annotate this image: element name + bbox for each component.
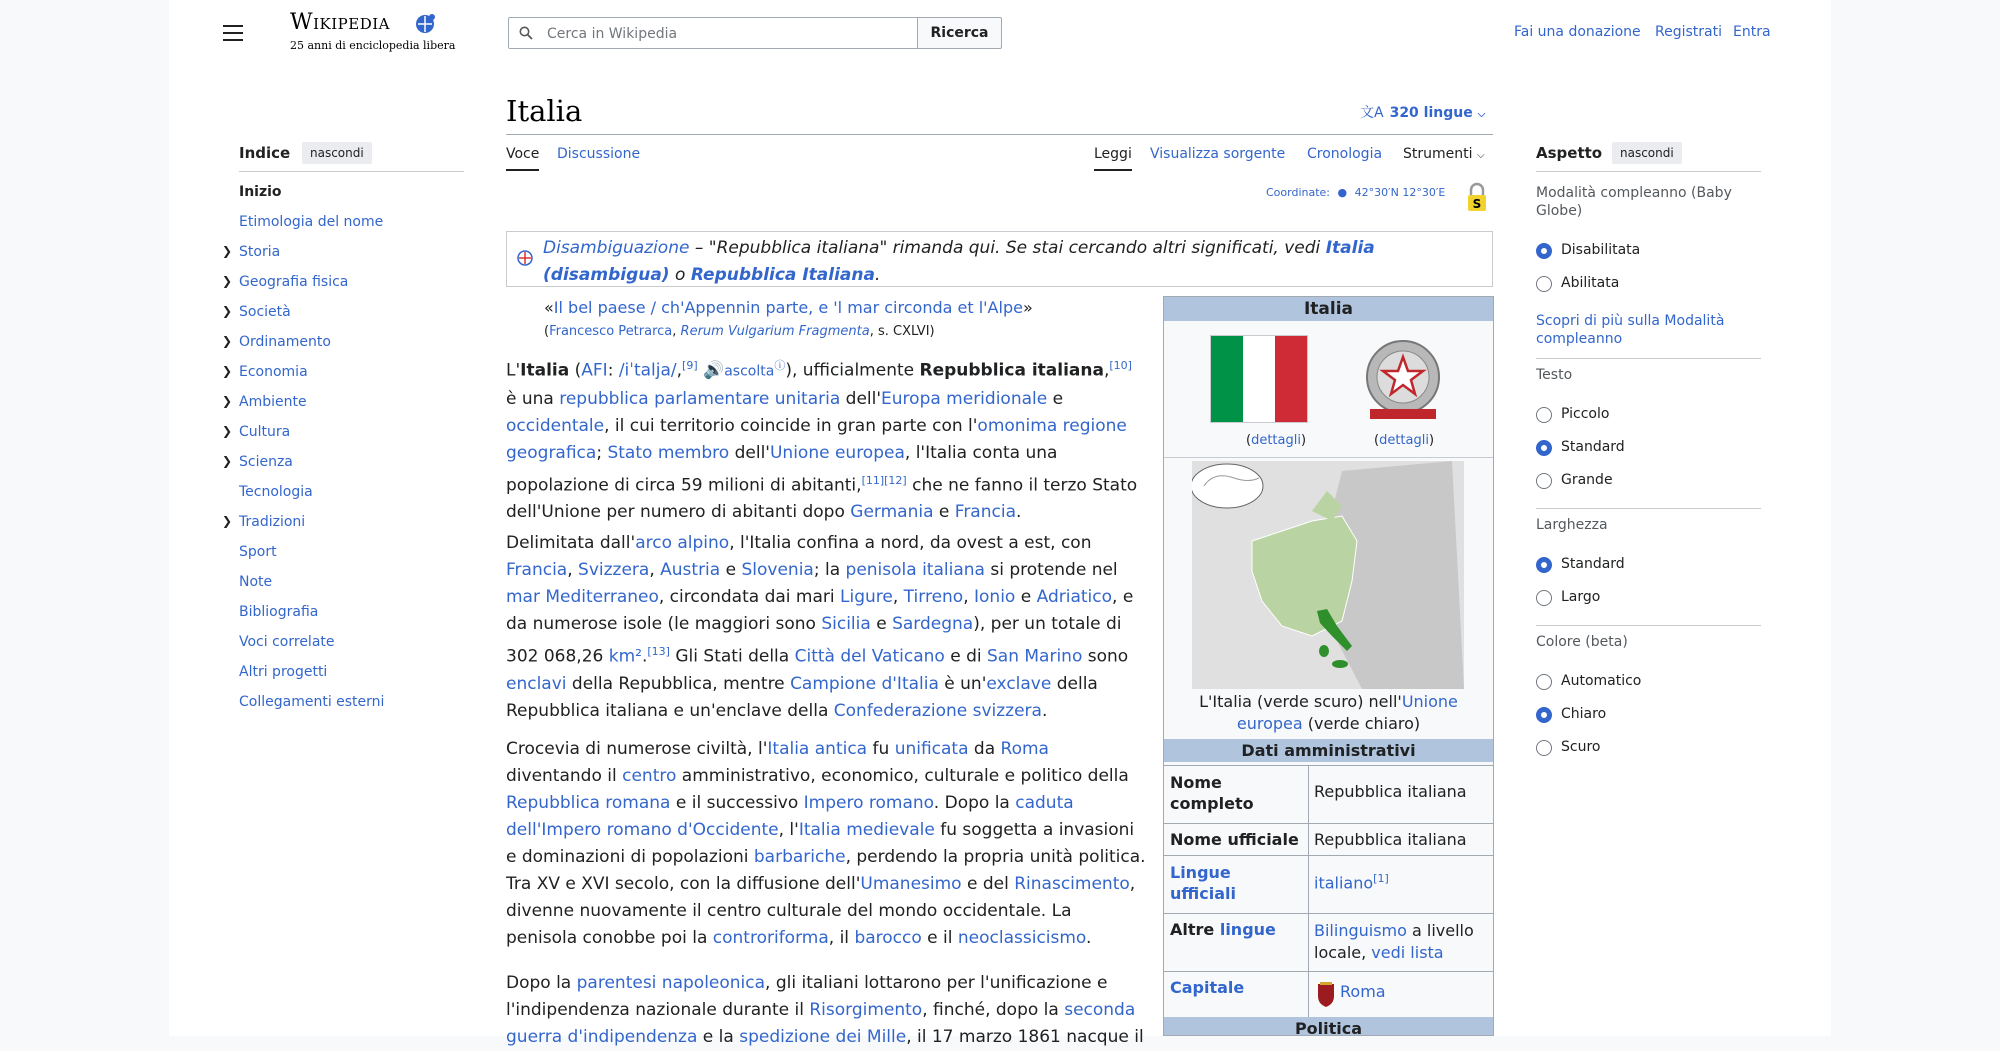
link[interactable]: parentesi napoleonica	[576, 973, 766, 993]
link[interactable]: Ionio	[974, 587, 1016, 607]
color-label: Colore (beta)	[1536, 634, 1628, 650]
link[interactable]: unificata	[894, 739, 969, 759]
radio-label: Disabilitata	[1561, 242, 1641, 258]
flag-details-link[interactable]: dettagli	[1251, 433, 1301, 448]
divider	[1536, 171, 1761, 172]
map-pin-icon: ●	[1337, 186, 1348, 199]
hatnote-end: .	[874, 265, 881, 285]
chevron-right-icon[interactable]: ❯	[222, 274, 233, 288]
speaker-icon[interactable]: 🔊	[703, 360, 725, 381]
link[interactable]: penisola italiana	[845, 560, 985, 580]
disambiguation-icon	[516, 249, 534, 267]
baby-globe-icon[interactable]	[412, 12, 438, 36]
src-open: (	[544, 324, 550, 339]
hatnote-or: o	[669, 265, 691, 285]
map-caption-1: L'Italia (verde scuro) nell'	[1199, 692, 1402, 711]
repubblica-italiana-link[interactable]: Repubblica Italiana	[690, 265, 875, 285]
chevron-right-icon[interactable]: ❯	[222, 454, 233, 468]
chevron-right-icon[interactable]: ❯	[222, 244, 233, 258]
text-size-label: Testo	[1536, 367, 1573, 383]
radio-label: Automatico	[1561, 673, 1642, 689]
toc-item-etimologia[interactable]: Etimologia del nome	[239, 214, 384, 230]
tab-discussion[interactable]: Discussione	[557, 146, 641, 162]
link[interactable]: Risorgimento	[809, 1000, 923, 1020]
link[interactable]: Rinascimento	[1014, 874, 1130, 894]
official-languages-link[interactable]: Lingue ufficiali	[1170, 863, 1236, 903]
radio-color-light[interactable]	[1536, 707, 1552, 723]
link[interactable]: ascolta	[724, 363, 775, 380]
row-value: Repubblica italiana	[1314, 782, 1467, 801]
toc-item-voci-correlate[interactable]: Voci correlate	[239, 634, 335, 650]
divider	[1164, 457, 1493, 458]
link[interactable]: km²	[608, 646, 642, 667]
link[interactable]: centro	[622, 766, 677, 786]
toc-title: Indice	[239, 144, 291, 162]
locator-map[interactable]	[1192, 461, 1464, 689]
coordinates[interactable]	[1266, 186, 1445, 199]
link[interactable]: AFI	[581, 360, 608, 381]
link[interactable]: exclave	[986, 673, 1052, 694]
link[interactable]: enclavi	[506, 673, 567, 694]
link[interactable]: barbariche	[753, 847, 846, 867]
radio-width-wide[interactable]	[1536, 590, 1552, 606]
link[interactable]: Sicilia	[821, 614, 871, 634]
rvf-link[interactable]: Rerum Vulgarium Fragmenta	[680, 324, 870, 339]
divider	[1536, 508, 1761, 509]
cap-open: (	[1374, 433, 1380, 448]
toc-item-tradizioni[interactable]: Tradizioni	[239, 514, 306, 530]
toc-item-sport[interactable]: Sport	[239, 544, 277, 560]
link[interactable]: Città del Vaticano	[794, 646, 945, 667]
toc-hide-button[interactable]: nascondi	[302, 142, 372, 164]
baby-globe-label: Modalità compleanno (Baby Globe)	[1536, 185, 1732, 219]
link[interactable]: /iˈtalja/	[618, 360, 677, 381]
tab-history[interactable]: Cronologia	[1307, 146, 1383, 162]
italian-link[interactable]: italiano	[1314, 873, 1374, 893]
divider	[1536, 625, 1761, 626]
radio-label: Chiaro	[1561, 706, 1607, 722]
map-caption	[1164, 691, 1493, 735]
radio-color-auto[interactable]	[1536, 674, 1552, 690]
link[interactable]: Sardegna	[892, 614, 974, 634]
link[interactable]: Campione d'Italia	[790, 673, 939, 694]
tab-article[interactable]	[506, 146, 539, 162]
chevron-right-icon[interactable]: ❯	[222, 514, 233, 528]
petrarca-link[interactable]: Francesco Petrarca	[549, 324, 673, 339]
radio-label: Largo	[1561, 589, 1601, 605]
tools-label: Strumenti	[1403, 146, 1473, 162]
radio-baby-disabled[interactable]	[1536, 243, 1552, 259]
toc-item-ambiente[interactable]: Ambiente	[239, 394, 307, 410]
rome-link[interactable]: Roma	[1340, 982, 1386, 1001]
capital-link[interactable]: Capitale	[1170, 978, 1245, 997]
link[interactable]: Slovenia	[741, 560, 814, 580]
divider	[1536, 358, 1761, 359]
link[interactable]: Unione europea	[769, 442, 905, 463]
row-label: Altre	[1170, 920, 1220, 939]
see-list-link[interactable]: vedi lista	[1371, 943, 1444, 962]
tools-menu[interactable]	[1403, 146, 1485, 162]
radio-label: Grande	[1561, 472, 1613, 488]
donate-link[interactable]: Fai una donazione	[1514, 24, 1641, 40]
paragraph-4: Dopo la parentesi napoleonica, gli italiani lottarono per l'unificazione e l'indipendenza nazionale durante il Risorgimento, finché, dopo la seconda guerra d'indipendenza e la spedizione dei Mille, il 17 marzo 1861 nacque il	[506, 973, 1144, 1047]
chevron-right-icon[interactable]: ❯	[222, 424, 233, 438]
search-box[interactable]	[508, 17, 918, 49]
link[interactable]: mar Mediterraneo	[506, 587, 659, 607]
semi-protection-lock-icon[interactable]	[1467, 182, 1487, 212]
appearance-hide-button[interactable]: nascondi	[1612, 142, 1682, 164]
register-link[interactable]: Registrati	[1655, 24, 1722, 40]
login-link[interactable]: Entra	[1733, 24, 1771, 40]
flag-caption	[1246, 433, 1306, 448]
tab-read-label: Leggi	[1094, 146, 1132, 171]
chevron-right-icon[interactable]: ❯	[222, 364, 233, 378]
paragraph-3: Crocevia di numerose civiltà, l'Italia antica fu unificata da Roma diventando il centro amministrativo, economico, culturale e politico della Repubblica romana e il successivo Impero romano. Dopo la caduta dell'Impero romano d'Occidente, l'Italia medievale fu soggetta a invasioni e dominazioni di popolazioni barbariche, perdendo la propria unità politica. Tra XV e XVI secolo, con la diffusione dell'Umanesimo e del Rinascimento, divenne nuovamente il centro culturale del mondo occidentale. La penisola conobbe poi la controriforma, il barocco e il neoclassicismo.	[506, 739, 1146, 948]
section-admin-data: Dati amministrativi	[1164, 739, 1493, 762]
row-other-languages	[1164, 913, 1493, 972]
quote-open: «	[544, 298, 554, 317]
paragraph-1: L'Italia (AFI: /iˈtalja/,[9] 🔊ascoltaⓘ), ufficialmente Repubblica italiana,[10] è una repubblica parlamentare unitaria dell'Europa meridionale e occidentale, il cui territorio coincide in gran parte con l'omonima regione geografica; Stato membro dell'Unione europea, l'Italia conta una popolazione di circa 59 milioni di abitanti,[11][12] che ne fanno il terzo Stato dell'Unione per numero di abitanti dopo Germania e Francia.	[506, 359, 1138, 523]
radio-label: Piccolo	[1561, 406, 1610, 422]
row-official-languages	[1164, 855, 1493, 914]
link[interactable]: Umanesimo	[860, 874, 962, 894]
row-full-name	[1164, 765, 1493, 824]
toc-item-bibliografia[interactable]: Bibliografia	[239, 604, 319, 620]
link[interactable]: controriforma	[712, 928, 829, 948]
bilingualism-link[interactable]: Bilinguismo	[1314, 921, 1407, 940]
flag-of-italy[interactable]	[1210, 335, 1308, 423]
link[interactable]: spedizione dei Mille	[739, 1027, 907, 1047]
radio-baby-enabled[interactable]	[1536, 276, 1552, 292]
toc-item-societa[interactable]: Società	[239, 304, 291, 320]
ref-sup[interactable]: [1]	[1373, 872, 1389, 885]
link[interactable]: repubblica parlamentare unitaria	[559, 388, 841, 409]
link[interactable]: Stato membro	[607, 442, 730, 463]
coordinates-value[interactable]: 42°30′N 12°30′E	[1354, 186, 1446, 199]
toc-item-economia[interactable]: Economia	[239, 364, 308, 380]
eu-link[interactable]: Unione europea	[1236, 692, 1458, 733]
toc-item-collegamenti[interactable]: Collegamenti esterni	[239, 694, 385, 710]
link[interactable]: Italia medievale	[798, 820, 935, 840]
emblem-of-italy[interactable]	[1360, 333, 1446, 425]
link[interactable]: omonima regione geografica	[506, 415, 1127, 463]
radio-label: Abilitata	[1561, 275, 1620, 291]
languages-link[interactable]: lingue	[1219, 920, 1276, 939]
row-value: a livello locale,	[1314, 921, 1474, 962]
coordinates-label: Coordinate:	[1266, 186, 1331, 199]
translate-icon: 文A	[1360, 105, 1384, 121]
link[interactable]: Austria	[660, 560, 721, 580]
search-button[interactable]: Ricerca	[917, 17, 1002, 49]
cap-close: )	[1428, 433, 1435, 448]
toc-item-inizio[interactable]: Inizio	[239, 184, 282, 200]
italia-disambigua-link-2[interactable]: (disambigua)	[543, 265, 670, 285]
infobox	[1163, 296, 1494, 1036]
link[interactable]: Impero romano	[803, 793, 934, 813]
link[interactable]: Francia	[954, 502, 1016, 523]
appearance-title: Aspetto	[1536, 144, 1603, 162]
cap-open: (	[1246, 433, 1252, 448]
row-capital	[1164, 971, 1493, 1018]
chevron-down-icon: ⌵	[1477, 109, 1486, 120]
row-label: Nome completo	[1170, 773, 1254, 813]
language-button[interactable]	[1360, 102, 1485, 122]
toc-item-tecnologia[interactable]: Tecnologia	[239, 484, 313, 500]
cap-close: )	[1300, 433, 1307, 448]
radio-text-small[interactable]	[1536, 407, 1552, 423]
radio-color-dark[interactable]	[1536, 740, 1552, 756]
epigraph	[544, 298, 1033, 317]
page-title: Italia	[506, 94, 583, 128]
disambiguation-hatnote	[506, 231, 1493, 287]
title-divider	[506, 134, 1493, 135]
tab-read[interactable]	[1094, 146, 1132, 162]
link[interactable]: Confederazione svizzera	[833, 700, 1042, 721]
toc-item-cultura[interactable]: Cultura	[239, 424, 291, 440]
quote-close: »	[1022, 298, 1033, 317]
epigraph-source	[544, 324, 935, 339]
link[interactable]: Adriatico	[1036, 587, 1113, 607]
toc-item-note[interactable]: Note	[239, 574, 273, 590]
section-politics: Politica	[1164, 1017, 1493, 1036]
map-caption-2: (verde chiaro)	[1302, 714, 1421, 733]
link[interactable]: San Marino	[986, 646, 1083, 667]
link[interactable]: Italia antica	[767, 739, 868, 759]
chevron-right-icon[interactable]: ❯	[222, 334, 233, 348]
width-label: Larghezza	[1536, 517, 1608, 533]
baby-globe-learn-more-link[interactable]: Scopri di più sulla Modalità compleanno	[1536, 313, 1725, 347]
row-label: Nome ufficiale	[1170, 830, 1299, 849]
disambiguation-link[interactable]: Disambiguazione	[543, 238, 690, 258]
row-value: Repubblica italiana	[1314, 830, 1467, 849]
toc-item-scienza[interactable]: Scienza	[239, 454, 293, 470]
link[interactable]: Roma	[1000, 739, 1049, 759]
search-input[interactable]	[545, 18, 909, 50]
logo-wordmark[interactable]: Wikipedia	[290, 10, 390, 35]
link[interactable]: arco alpino	[635, 533, 730, 553]
epigraph-link[interactable]: Il bel paese / ch'Appennin parte, e 'l mar circonda et l'Alpe	[553, 298, 1023, 317]
link[interactable]: occidentale	[506, 415, 605, 436]
rome-coat-of-arms-icon	[1316, 982, 1336, 1008]
italia-disambigua-link[interactable]: Italia	[1325, 238, 1375, 258]
logo-tagline: 25 anni di enciclopedia libera	[290, 39, 456, 52]
toc-divider	[239, 171, 464, 172]
paragraph-2: Delimitata dall'arco alpino, l'Italia confina a nord, da ovest a est, con Francia, Svizzera, Austria e Slovenia; la penisola italiana si protende nel mar Mediterraneo, circondata dai mari Ligure, Tirreno, Ionio e Adriatico, e da numerose isole (le maggiori sono Sicilia e Sardegna), per un totale di 302 068,26 km².[13] Gli Stati della Città del Vaticano e di San Marino sono enclavi della Repubblica, mentre Campione d'Italia è un'exclave della Repubblica italiana e un'enclave della Confederazione svizzera.	[506, 533, 1134, 721]
radio-width-standard[interactable]	[1536, 557, 1552, 573]
emblem-details-link[interactable]: dettagli	[1379, 433, 1429, 448]
link[interactable]: caduta dell'Impero romano d'Occidente	[506, 793, 1074, 840]
link[interactable]: Europa meridionale	[881, 388, 1048, 409]
radio-label: Scuro	[1561, 739, 1601, 755]
link[interactable]: Repubblica romana	[506, 793, 671, 813]
toc-item-storia[interactable]: Storia	[239, 244, 281, 260]
src-sep: ,	[672, 324, 681, 339]
main-menu-icon[interactable]	[223, 25, 243, 43]
link[interactable]: Svizzera	[578, 560, 650, 580]
toc-item-altri-progetti[interactable]: Altri progetti	[239, 664, 328, 680]
row-official-name	[1164, 823, 1493, 856]
chevron-down-icon: ⌵	[1476, 150, 1485, 161]
link[interactable]: Francia	[506, 560, 568, 580]
chevron-right-icon[interactable]: ❯	[222, 304, 233, 318]
svg-text:S: S	[1472, 197, 1482, 211]
link[interactable]: neoclassicismo	[957, 928, 1087, 948]
toc-item-geografia[interactable]: Geografia fisica	[239, 274, 349, 290]
emblem-caption	[1374, 433, 1434, 448]
tab-voce[interactable]: Voce	[506, 146, 539, 171]
language-count: 320 lingue	[1389, 105, 1473, 121]
link[interactable]: Tirreno	[903, 587, 964, 607]
radio-label: Standard	[1561, 439, 1625, 455]
tab-view-source[interactable]: Visualizza sorgente	[1150, 146, 1286, 162]
radio-label: Standard	[1561, 556, 1625, 572]
link[interactable]: Germania	[850, 502, 934, 523]
search-icon	[519, 26, 533, 40]
radio-text-large[interactable]	[1536, 473, 1552, 489]
link[interactable]: barocco	[854, 928, 922, 948]
infobox-title: Italia	[1164, 297, 1493, 321]
radio-text-standard[interactable]	[1536, 440, 1552, 456]
toc-item-ordinamento[interactable]: Ordinamento	[239, 334, 331, 350]
chevron-right-icon[interactable]: ❯	[222, 394, 233, 408]
link[interactable]: seconda guerra d'indipendenza	[506, 1000, 1136, 1047]
src-rest: , s. CXLVI)	[869, 324, 935, 339]
hatnote-text: – "Repubblica italiana" rimanda qui. Se stai cercando altri significati, vedi	[689, 238, 1326, 258]
link[interactable]: Ligure	[840, 587, 893, 607]
